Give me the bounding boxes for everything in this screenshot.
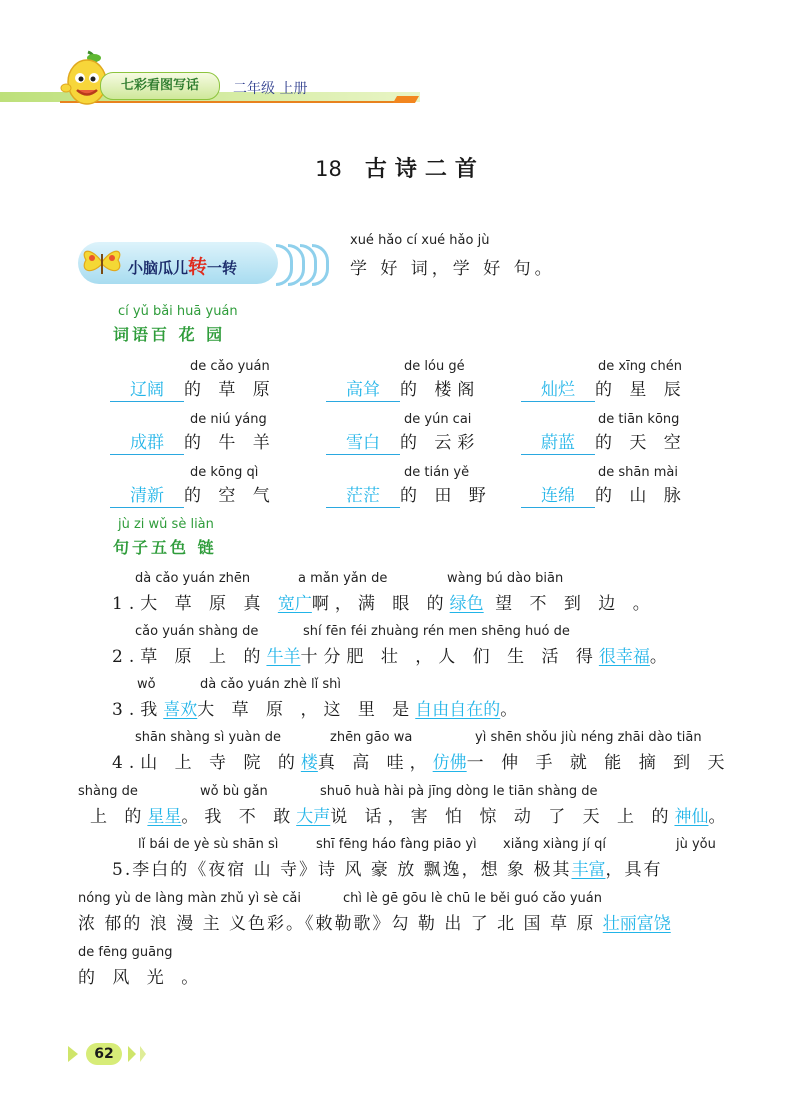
sentence-pinyin: shàng de (78, 784, 138, 799)
lesson-number: 18 (315, 157, 342, 181)
sentence-pinyin: dà cǎo yuán zhè lǐ shì (200, 677, 341, 692)
sentence-pinyin: xiǎng xiàng jí qí (503, 837, 607, 852)
sentence-text: 。我 不 敢 (181, 807, 297, 827)
lesson-title: 古诗二首 (364, 157, 485, 182)
sentence-text: 我 (140, 700, 164, 720)
word-item (110, 481, 276, 508)
sentence-answer: 很幸福 (598, 647, 650, 667)
sentence-pinyin: de fēng guāng (78, 945, 173, 960)
page-arrow-icon (140, 1046, 146, 1062)
word-pinyin: de kōng qì (190, 465, 259, 480)
sentence-text: 浓 郁的 浪 漫 主 义色彩。《敕勒歌》勾 勒 出 了 北 国 草 原 (78, 914, 603, 934)
sentence-answer: 丰富 (571, 860, 606, 880)
word-item (326, 375, 480, 402)
sentence-pinyin: wǒ (137, 677, 156, 692)
section1-title: 词语百 花 园 (113, 325, 226, 344)
word-answer: 连绵 (521, 481, 595, 508)
page-arrow-icon (68, 1046, 78, 1062)
sentence-text: 望 不 到 边 。 (483, 594, 656, 614)
sentence-pinyin: wàng bú dào biān (447, 571, 564, 586)
sentence-text: 上 的 (90, 807, 148, 827)
sentence-number: 5. (112, 860, 133, 880)
word-item (110, 428, 276, 455)
banner-arc (312, 244, 329, 286)
sentence-answer: 自由自在的 (415, 700, 501, 720)
word-answer: 辽阔 (110, 375, 184, 402)
sentence-pinyin: shī fēng háo fàng piāo yì (316, 837, 477, 852)
word-text: 的 草 原 (184, 380, 276, 400)
word-pinyin: de tián yě (404, 465, 470, 480)
word-text: 的 山 脉 (595, 486, 687, 506)
sentence-text: 一 伸 手 就 能 摘 到 天 (466, 753, 731, 773)
sentence-4 (112, 748, 731, 773)
sentence-text: ，具有 (605, 860, 663, 880)
page-number: 62 (86, 1043, 122, 1065)
sentence-text: 啊，满 眼 的 (311, 594, 450, 614)
word-answer: 蔚蓝 (521, 428, 595, 455)
word-answer: 茫茫 (326, 481, 400, 508)
sentence-text: 。 (708, 807, 732, 827)
sentence-text: 。 (500, 700, 524, 720)
word-pinyin: de yún cai (404, 412, 472, 427)
sentence-answer: 牛羊 (266, 647, 301, 667)
sentence-pinyin: shuō huà hài pà jīng dòng le tiān shàng de (320, 784, 598, 799)
sentence-5 (112, 855, 662, 880)
word-pinyin: de cǎo yuán (190, 359, 270, 374)
word-text: 的 楼阁 (400, 380, 481, 400)
sentence-text: 大 草 原 ，这 里 是 (197, 700, 416, 720)
page-title (0, 152, 800, 183)
section2-pinyin: jù zi wǔ sè liàn (118, 517, 214, 532)
sentence-pinyin: cǎo yuán shàng de (135, 624, 259, 639)
sentence-text: 大 草 原 真 (140, 594, 278, 614)
sentence-text: 十分肥 壮 ，人 们 生 活 得 (300, 647, 599, 667)
word-text: 的 云彩 (400, 433, 481, 453)
word-text: 的 星 辰 (595, 380, 687, 400)
sentence-answer: 楼 (300, 753, 318, 773)
sentence-text: 真 高 哇， (317, 753, 433, 773)
sentence-pinyin: a mǎn yǎn de (298, 571, 388, 586)
page-arrow-icon (128, 1046, 136, 1062)
word-answer: 成群 (110, 428, 184, 455)
sentence-answer: 神仙 (674, 807, 709, 827)
banner-label-highlight: 转 (188, 256, 208, 278)
word-answer: 灿烂 (521, 375, 595, 402)
sentence-answer: 仿佛 (432, 753, 467, 773)
sentence-answer: 绿色 (449, 594, 484, 614)
word-item (521, 428, 687, 455)
word-item (521, 481, 687, 508)
word-pinyin: de niú yáng (190, 412, 267, 427)
sentence-number: 4. (112, 753, 141, 773)
sentence-text: 说 话，害 怕 惊 动 了 天 上 的 (330, 807, 675, 827)
word-text: 的 天 空 (595, 433, 687, 453)
sentence-1 (112, 589, 656, 614)
sentence-answer: 大声 (296, 807, 331, 827)
butterfly-icon (80, 244, 124, 280)
word-item (326, 481, 492, 508)
series-name: 七彩看图写话 (120, 78, 199, 93)
sentence-pinyin: shān shàng sì yuàn de (135, 730, 281, 745)
sentence-answer: 壮丽富饶 (602, 914, 671, 934)
word-text: 的 牛 羊 (184, 433, 276, 453)
sentence-pinyin: chì lè gē gōu lè chū le běi guó cǎo yuán (343, 891, 602, 906)
word-pinyin: de lóu gé (404, 359, 465, 374)
banner-pinyin: xué hǎo cí xué hǎo jù (350, 233, 490, 248)
section2-title: 句子五色 链 (113, 538, 217, 557)
sentence-5-cont (78, 909, 671, 934)
sentence-pinyin: wǒ bù gǎn (200, 784, 268, 799)
word-answer: 清新 (110, 481, 184, 508)
sentence-5-tail (78, 963, 204, 988)
word-pinyin: de tiān kōng (598, 412, 680, 427)
sentence-text: 。 (649, 647, 673, 667)
grade-label: 二年级 上册 (233, 81, 308, 97)
sentence-pinyin: dà cǎo yuán zhēn (135, 571, 251, 586)
banner-label (128, 252, 237, 279)
banner-label-part: 小脑瓜儿 (128, 259, 189, 277)
word-answer: 雪白 (326, 428, 400, 455)
sentence-text: 的 风 光 。 (78, 968, 205, 988)
word-item (110, 375, 276, 402)
word-text: 的 空 气 (184, 486, 276, 506)
word-text: 的 田 野 (400, 486, 492, 506)
sentence-pinyin: zhēn gāo wa (330, 730, 413, 745)
word-pinyin: de shān mài (598, 465, 678, 480)
sentence-text: 山 上 寺 院 的 (140, 753, 301, 773)
sentence-pinyin: shí fēn féi zhuàng rén men shēng huó de (303, 624, 570, 639)
banner-label-part: 一转 (207, 259, 238, 277)
header-accent (393, 96, 419, 103)
sentence-pinyin: lǐ bái de yè sù shān sì (138, 837, 279, 852)
word-pinyin: de xīng chén (598, 359, 682, 374)
sentence-number: 3. (112, 700, 141, 720)
sentence-answer: 喜欢 (163, 700, 198, 720)
sentence-text: 李白的《夜宿 山 寺》诗 风 豪 放 飘逸，想 象 极其 (132, 860, 572, 880)
series-badge (100, 72, 220, 100)
sentence-number: 1. (112, 594, 141, 614)
sentence-4-cont (90, 802, 731, 827)
sentence-2 (112, 642, 673, 667)
sentence-3 (112, 695, 523, 720)
sentence-pinyin: yì shēn shǒu jiù néng zhāi dào tiān (475, 730, 702, 745)
section1-pinyin: cí yǔ bǎi huā yuán (118, 304, 238, 319)
sentence-pinyin: nóng yù de làng màn zhǔ yì sè cǎi (78, 891, 301, 906)
sentence-number: 2. (112, 647, 141, 667)
sentence-answer: 宽广 (277, 594, 312, 614)
sentence-answer: 星星 (147, 807, 182, 827)
word-item (326, 428, 480, 455)
word-answer: 高耸 (326, 375, 400, 402)
sentence-text: 草 原 上 的 (140, 647, 267, 667)
sentence-pinyin: jù yǒu (676, 837, 716, 852)
banner-text: 学 好 词，学 好 句。 (350, 259, 556, 279)
word-item (521, 375, 687, 402)
